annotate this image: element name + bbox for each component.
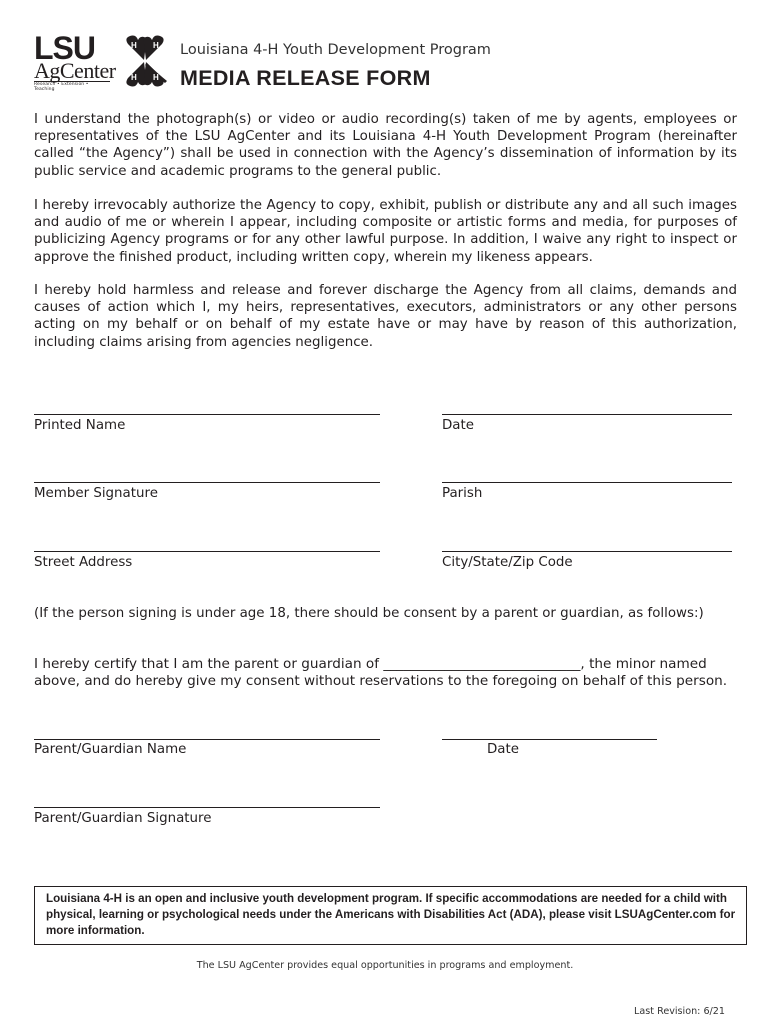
minor-consent-note: (If the person signing is under age 18, there should be consent by a parent or guardian, as follows:): [34, 606, 704, 621]
clover-letter: H: [131, 41, 137, 50]
page-title: MEDIA RELEASE FORM: [180, 66, 431, 90]
parish-line[interactable]: [442, 482, 732, 483]
paragraph-authorization: I hereby irrevocably authorize the Agency to copy, exhibit, publish or distribute any and all such images and audio of me or wherein I appear, including composite or artistic forms and media, for purposes of publicizing Agency programs or for any other lawful purpose. In addition, I waive any right to inspect or approve the finished product, including written copy, wherein my likeness appears.: [34, 198, 737, 265]
parent-signature-line[interactable]: [34, 807, 380, 808]
logo-tagline: Research • Extension • Teaching: [34, 81, 110, 92]
parent-consent-paragraph: [34, 656, 737, 690]
consent-text-after: , the minor named above, and do hereby give my consent without reservations to the foregoing on behalf of this person.: [34, 656, 728, 690]
printed-name-label: Printed Name: [34, 418, 126, 433]
parish-label: Parish: [442, 486, 483, 501]
program-name: Louisiana 4-H Youth Development Program: [180, 42, 491, 58]
date-line[interactable]: [442, 414, 732, 415]
city-state-zip-label: City/State/Zip Code: [442, 555, 573, 570]
logo-lsu-text: LSU: [34, 30, 95, 66]
parent-date-label: Date: [487, 742, 520, 757]
consent-text-before: I hereby certify that I am the parent or guardian of: [34, 656, 384, 672]
printed-name-line[interactable]: [34, 414, 380, 415]
parent-name-line[interactable]: [34, 739, 380, 740]
street-address-label: Street Address: [34, 555, 133, 570]
ada-notice-box: Louisiana 4-H is an open and inclusive youth development program. If specific accommodations are needed for a child with physical, learning or psychological needs under the Americans with Disabilities Act (ADA), please visit LSUAgCenter.com for more information.: [34, 886, 747, 945]
minor-name-blank[interactable]: _____________________________: [383, 656, 581, 672]
member-signature-label: Member Signature: [34, 486, 158, 501]
parent-date-line[interactable]: [442, 739, 657, 740]
clover-letter: H: [153, 41, 159, 50]
last-revision: Last Revision: 6/21: [634, 1006, 725, 1017]
clover-letter: H: [131, 73, 137, 82]
member-signature-line[interactable]: [34, 482, 380, 483]
lsu-agcenter-logo: [34, 30, 116, 92]
paragraph-understanding: I understand the photograph(s) or video or audio recording(s) taken of me by agents, employees or representatives of the LSU AgCenter and its Louisiana 4-H Youth Development Program (hereinafter called “the Agency”) shall be used in connection with the Agency’s dissemination of information by its public service and academic programs to the general public.: [34, 112, 737, 179]
equal-opportunity-statement: The LSU AgCenter provides equal opportunities in programs and employment.: [196, 960, 574, 971]
street-address-line[interactable]: [34, 551, 380, 552]
city-state-zip-line[interactable]: [442, 551, 732, 552]
parent-signature-label: Parent/Guardian Signature: [34, 811, 212, 826]
4h-clover-icon: [115, 33, 173, 89]
logo-agcenter-text: AgCenter: [34, 58, 116, 83]
parent-name-label: Parent/Guardian Name: [34, 742, 187, 757]
date-label: Date: [442, 418, 475, 433]
paragraph-release: I hereby hold harmless and release and forever discharge the Agency from all claims, demands and causes of action which I, my heirs, representatives, executors, administrators or any other persons acting on my behalf or on behalf of my estate have or may have by reason of this authorization, including claims arising from agencies negligence.: [34, 283, 737, 350]
clover-letter: H: [153, 73, 159, 82]
